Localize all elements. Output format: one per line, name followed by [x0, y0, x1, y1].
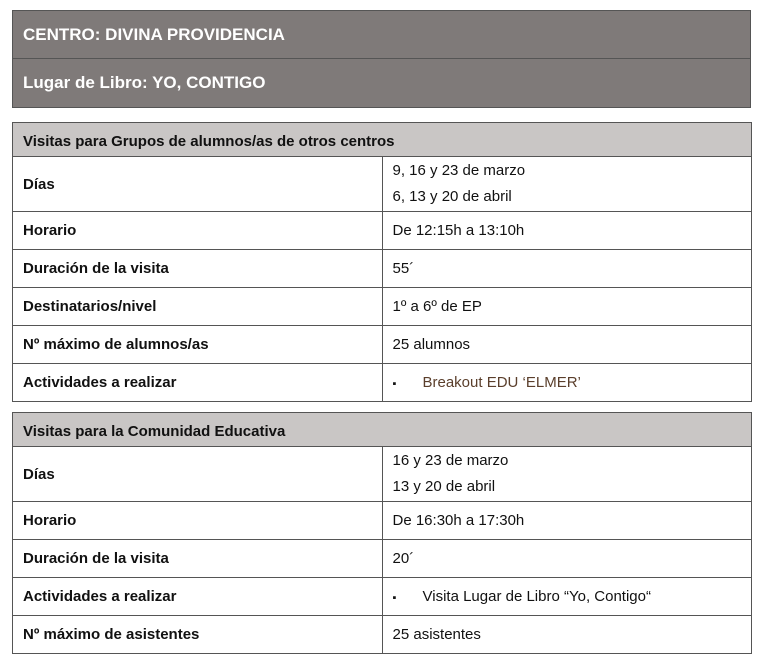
center-name: CENTRO: DIVINA PROVIDENCIA [13, 11, 750, 59]
activities-label: Actividades a realizar [13, 364, 383, 402]
community-section-header [13, 413, 752, 447]
table-row [13, 447, 752, 502]
table-row [13, 616, 752, 654]
days-label: Días [13, 157, 383, 212]
max-attendees-value: 25 asistentes [382, 616, 752, 654]
schedule-label: Horario [13, 212, 383, 250]
community-section-title: Visitas para la Comunidad Educativa [13, 413, 752, 447]
days-value [382, 447, 752, 502]
audience-value: 1º a 6º de EP [382, 288, 752, 326]
groups-section-header [13, 123, 752, 157]
table-row [13, 502, 752, 540]
activities-label: Actividades a realizar [13, 578, 383, 616]
groups-section-title: Visitas para Grupos de alumnos/as de otros centros [13, 123, 752, 157]
max-students-label: Nº máximo de alumnos/as [13, 326, 383, 364]
square-bullet-icon: ▪ [392, 592, 397, 604]
days-line-1: 9, 16 y 23 de marzo [392, 162, 526, 179]
table-row [13, 157, 752, 212]
book-place-name: Lugar de Libro: YO, CONTIGO [13, 59, 750, 107]
table-row [13, 250, 752, 288]
max-students-value: 25 alumnos [382, 326, 752, 364]
duration-label: Duración de la visita [13, 250, 383, 288]
days-value [382, 157, 752, 212]
schedule-value: De 16:30h a 17:30h [382, 502, 752, 540]
schedule-value: De 12:15h a 13:10h [382, 212, 752, 250]
max-attendees-label: Nº máximo de asistentes [13, 616, 383, 654]
duration-value: 55´ [382, 250, 752, 288]
community-visit-table [12, 412, 752, 654]
groups-visit-table [12, 122, 752, 402]
days-line-1: 16 y 23 de marzo [392, 452, 509, 469]
days-line-2: 13 y 20 de abril [392, 478, 496, 495]
duration-value: 20´ [382, 540, 752, 578]
table-row [13, 578, 752, 616]
activities-value [382, 364, 752, 402]
center-header [12, 10, 751, 108]
table-row [13, 212, 752, 250]
table-row [13, 364, 752, 402]
activity-text: Visita Lugar de Libro “Yo, Contigo“ [422, 588, 651, 605]
duration-label: Duración de la visita [13, 540, 383, 578]
days-label: Días [13, 447, 383, 502]
schedule-label: Horario [13, 502, 383, 540]
table-row [13, 540, 752, 578]
activities-value [382, 578, 752, 616]
table-row [13, 288, 752, 326]
activity-text: Breakout EDU ‘ELMER’ [422, 374, 581, 391]
square-bullet-icon: ▪ [392, 378, 397, 390]
days-line-2: 6, 13 y 20 de abril [392, 188, 512, 205]
audience-label: Destinatarios/nivel [13, 288, 383, 326]
table-row [13, 326, 752, 364]
